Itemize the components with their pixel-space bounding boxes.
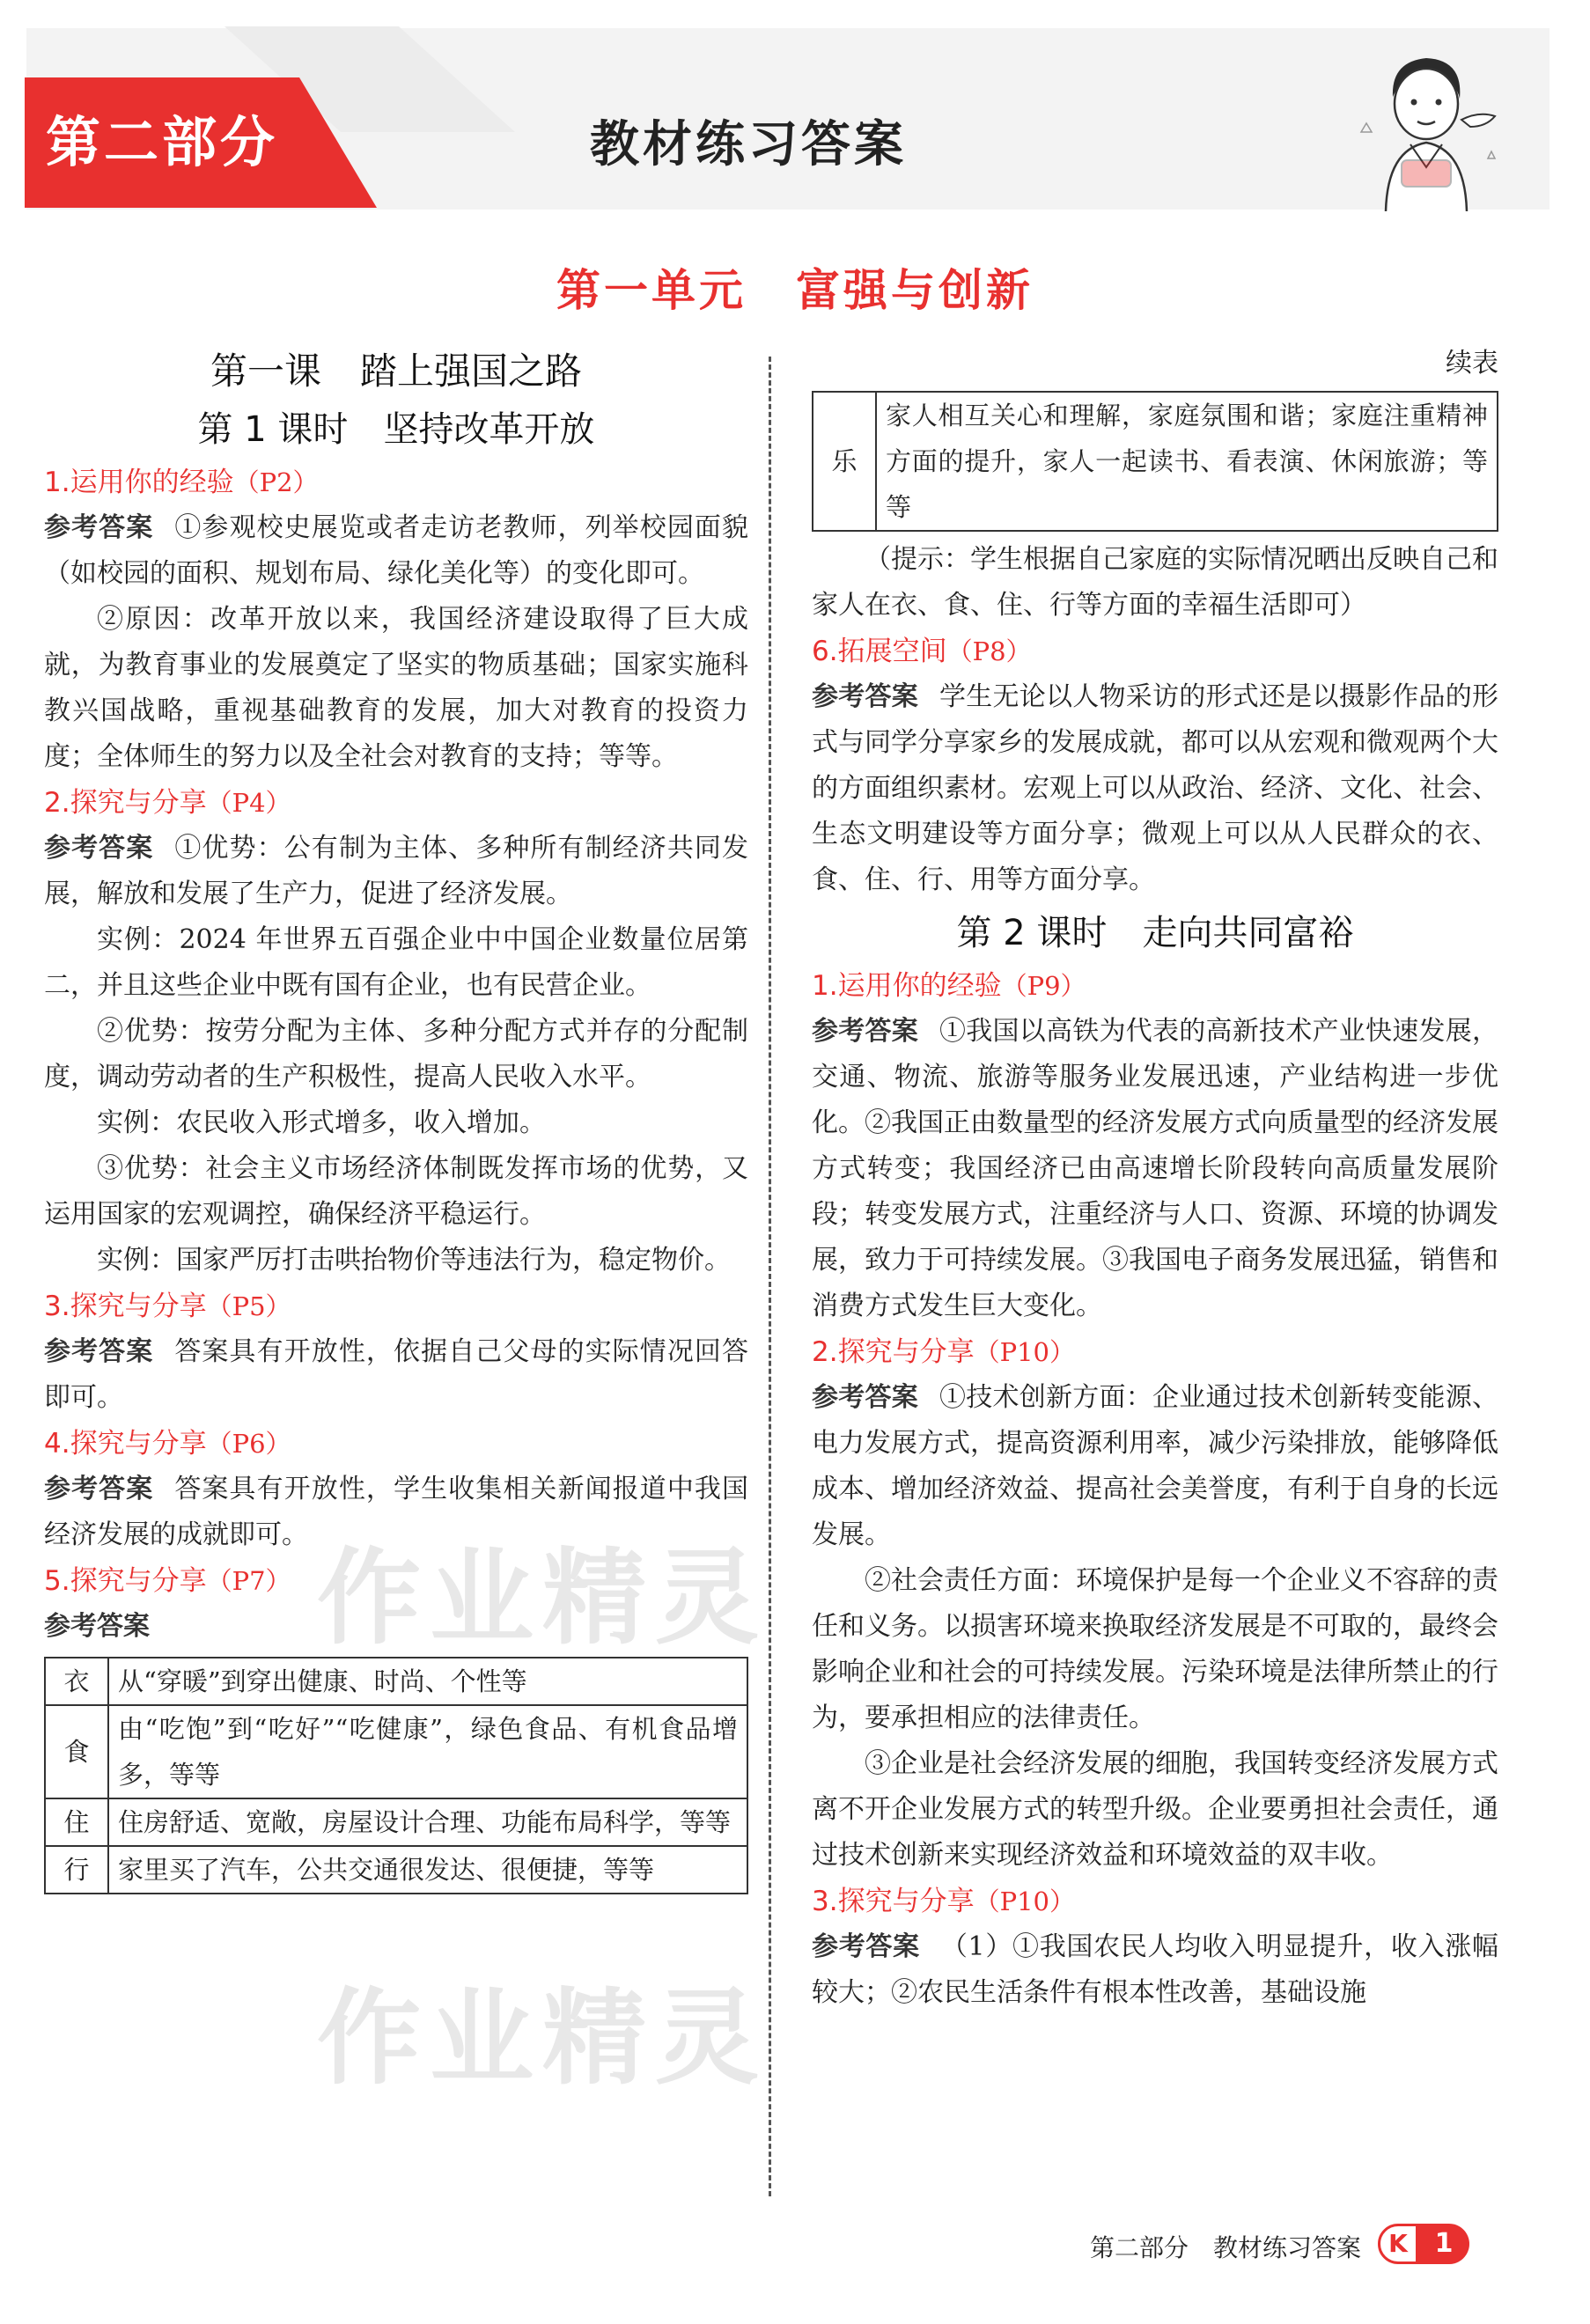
section-page: （P2） bbox=[233, 467, 319, 497]
page-title: 教材练习答案 bbox=[590, 116, 907, 173]
period-title bbox=[44, 400, 748, 460]
answer-text: 答案具有开放性，学生收集相关新闻报道中我国经济发展的成就即可。 bbox=[44, 1474, 749, 1550]
answer-text: ①参观校史展览或者走访老教师，列举校园面貌（如校园的面积、规划布局、绿化美化等）的变化即可。 bbox=[44, 512, 749, 589]
answer-paragraph: ②社会责任方面：环境保护是每一个企业义不容辞的责任和义务。以损害环境来换取经济发展是不可取的，最终会影响企业和社会的可持续发展。污染环境是法律所禁止的行为，要承担相应的法律责任。 bbox=[812, 1565, 1498, 1733]
section-heading bbox=[812, 963, 1498, 1009]
page-footer bbox=[1090, 2229, 1361, 2264]
answer-paragraph: 实例：2024 年世界五百强企业中中国企业数量位居第二，并且这些企业中既有国有企业，也有民营企业。 bbox=[44, 924, 748, 1001]
table-row bbox=[45, 1658, 747, 1705]
table-continued-label: 续表 bbox=[1446, 348, 1498, 379]
section-page: （P10） bbox=[974, 1886, 1075, 1916]
life-changes-table bbox=[44, 1657, 748, 1894]
section-title: 6.拓展空间 bbox=[812, 636, 947, 667]
part-label: 第二部分 bbox=[46, 110, 279, 174]
life-changes-table-continued bbox=[812, 391, 1498, 532]
section-page: （P5） bbox=[206, 1291, 291, 1321]
section-page: （P9） bbox=[1001, 971, 1086, 1001]
answer-paragraph bbox=[812, 1009, 1498, 1329]
table-row bbox=[45, 1846, 747, 1894]
answer-label: 参考答案 bbox=[44, 1474, 154, 1504]
page-number-badge bbox=[1378, 2224, 1476, 2264]
period-number: 第 1 课时 bbox=[197, 409, 349, 450]
answer-paragraph bbox=[44, 505, 748, 597]
period-name: 走向共同富裕 bbox=[1142, 913, 1354, 953]
answer-paragraph bbox=[44, 1604, 748, 1650]
section-page: （P6） bbox=[206, 1429, 291, 1459]
section-title: 5.探究与分享 bbox=[44, 1565, 207, 1597]
answer-text: ①我国以高铁为代表的高新技术产业快速发展，交通、物流、旅游等服务业发展迅速，产业结构进一步优化。②我国正由数量型的经济发展方式向质量型的经济发展方式转变；我国经济已由高速增长阶段转向高质量发展阶段；转变发展方式，注重经济与人口、资源、环境的协调发展，致力于可持续发展。③我国电子商务发展迅猛，销售和消费方式发生巨大变化。 bbox=[812, 1016, 1498, 1321]
period-name: 坚持改革开放 bbox=[383, 409, 595, 450]
answer-paragraph bbox=[44, 1329, 748, 1421]
section-heading bbox=[44, 460, 748, 505]
period-title bbox=[812, 903, 1498, 963]
answer-label: 参考答案 bbox=[44, 1611, 150, 1642]
hint-paragraph: （提示：学生根据自己家庭的实际情况晒出反映自己和家人在衣、食、住、行等方面的幸福生活即可） bbox=[812, 544, 1498, 621]
answer-label: 参考答案 bbox=[44, 1336, 154, 1367]
table-row bbox=[45, 1705, 747, 1798]
section-title: 3.探究与分享 bbox=[44, 1291, 207, 1322]
answer-label: 参考答案 bbox=[812, 1931, 920, 1962]
period-number: 第 2 课时 bbox=[956, 913, 1108, 953]
section-page: （P8） bbox=[946, 636, 1032, 666]
answer-label: 参考答案 bbox=[44, 833, 154, 864]
section-heading bbox=[44, 1283, 748, 1329]
answer-text: ①技术创新方面：企业通过技术创新转变能源、电力发展方式，提高资源利用率，减少污染排放，能够降低成本、增加经济效益、提高社会美誉度，有利于自身的长远发展。 bbox=[812, 1382, 1498, 1550]
answer-label: 参考答案 bbox=[812, 681, 918, 712]
answer-paragraph: 实例：国家严厉打击哄抬物价等违法行为，稳定物价。 bbox=[97, 1245, 731, 1276]
watermark: 作业精灵 bbox=[317, 1537, 769, 1658]
answer-text: （1）①我国农民人均收入明显提升，收入涨幅较大；②农民生活条件有根本性改善，基础设施 bbox=[812, 1931, 1499, 2008]
answer-paragraph bbox=[812, 1375, 1498, 1558]
table-row bbox=[813, 392, 1498, 531]
section-title: 1.运用你的经验 bbox=[44, 467, 234, 498]
section-title: 2.探究与分享 bbox=[44, 787, 207, 819]
answer-paragraph: 实例：农民收入形式增多，收入增加。 bbox=[97, 1107, 546, 1138]
answer-label: 参考答案 bbox=[44, 512, 154, 543]
badge-letter: K bbox=[1378, 2224, 1418, 2264]
page-header bbox=[0, 0, 1590, 211]
section-heading bbox=[812, 1329, 1498, 1375]
table-cell-key: 衣 bbox=[45, 1658, 108, 1705]
section-heading bbox=[44, 780, 748, 826]
answer-paragraph bbox=[44, 1467, 748, 1558]
section-title: 3.探究与分享 bbox=[812, 1886, 975, 1917]
student-mascot-illustration bbox=[1338, 35, 1514, 211]
answer-paragraph bbox=[812, 674, 1498, 903]
table-cell-value: 住房舒适、宽敞，房屋设计合理、功能布局科学，等等 bbox=[108, 1798, 747, 1846]
section-title: 4.探究与分享 bbox=[44, 1428, 207, 1460]
table-row bbox=[45, 1798, 747, 1846]
answer-text: ①优势：公有制为主体、多种所有制经济共同发展，解放和发展了生产力，促进了经济发展。 bbox=[44, 833, 749, 909]
answer-text: 答案具有开放性，依据自己父母的实际情况回答即可。 bbox=[44, 1336, 749, 1413]
section-page: （P7） bbox=[206, 1566, 291, 1596]
table-cell-value: 家人相互关心和理解，家庭氛围和谐；家庭注重精神方面的提升，家人一起读书、看表演、休闲旅游；等等 bbox=[876, 392, 1498, 531]
answer-text: 学生无论以人物采访的形式还是以摄影作品的形式与同学分享家乡的发展成就，都可以从宏观和微观两个大的方面组织素材。宏观上可以从政治、经济、文化、社会、生态文明建设等方面分享；微观上可以从人民群众的衣、食、住、行、用等方面分享。 bbox=[812, 681, 1498, 895]
footer-title: 教材练习答案 bbox=[1212, 2233, 1361, 2262]
table-cell-key: 住 bbox=[45, 1798, 108, 1846]
section-heading bbox=[812, 629, 1498, 674]
unit-number: 第一单元 bbox=[556, 265, 747, 316]
right-column bbox=[812, 343, 1498, 2016]
answer-paragraph: ②原因：改革开放以来，我国经济建设取得了巨大成就，为教育事业的发展奠定了坚实的物质基础；国家实施科教兴国战略，重视基础教育的发展，加大对教育的投资力度；全体师生的努力以及全社会对教育的支持；等等。 bbox=[44, 604, 748, 772]
table-cell-key: 乐 bbox=[813, 392, 876, 531]
lesson-number: 第一课 bbox=[210, 349, 321, 393]
answer-paragraph bbox=[44, 826, 748, 917]
answer-label: 参考答案 bbox=[812, 1016, 918, 1047]
table-cell-value: 由“吃饱”到“吃好”“吃健康”，绿色食品、有机食品增多，等等 bbox=[108, 1705, 747, 1798]
lesson-name: 踏上强国之路 bbox=[360, 349, 583, 393]
unit-name: 富强与创新 bbox=[796, 265, 1034, 316]
section-heading bbox=[44, 1558, 748, 1604]
table-cell-key: 食 bbox=[45, 1705, 108, 1798]
table-cell-key: 行 bbox=[45, 1846, 108, 1894]
section-page: （P10） bbox=[974, 1337, 1075, 1367]
section-title: 2.探究与分享 bbox=[812, 1336, 975, 1368]
answer-label: 参考答案 bbox=[812, 1382, 918, 1413]
section-title: 1.运用你的经验 bbox=[812, 970, 1002, 1002]
answer-paragraph bbox=[812, 1924, 1498, 2016]
footer-part: 第二部分 bbox=[1089, 2233, 1189, 2262]
section-heading bbox=[44, 1421, 748, 1467]
column-divider bbox=[769, 357, 771, 2196]
table-cell-value: 家里买了汽车，公共交通很发达、很便捷，等等 bbox=[108, 1846, 747, 1894]
unit-title bbox=[0, 255, 1590, 319]
section-page: （P4） bbox=[206, 788, 291, 818]
answer-paragraph: ③企业是社会经济发展的细胞，我国转变经济发展方式离不开企业发展方式的转型升级。企业要勇担社会责任，通过技术创新来实现经济效益和环境效益的双丰收。 bbox=[812, 1748, 1498, 1871]
watermark: 作业精灵 bbox=[317, 1977, 769, 2099]
lesson-title bbox=[44, 343, 748, 400]
section-heading bbox=[812, 1879, 1498, 1924]
left-column bbox=[44, 343, 748, 1900]
page-number: 1 bbox=[1418, 2224, 1469, 2264]
answer-paragraph: ②优势：按劳分配为主体、多种分配方式并存的分配制度，调动劳动者的生产积极性，提高人民收入水平。 bbox=[44, 1016, 748, 1092]
table-cell-value: 从“穿暖”到穿出健康、时尚、个性等 bbox=[108, 1658, 747, 1705]
answer-paragraph: ③优势：社会主义市场经济体制既发挥市场的优势，又运用国家的宏观调控，确保经济平稳运行。 bbox=[44, 1153, 748, 1230]
